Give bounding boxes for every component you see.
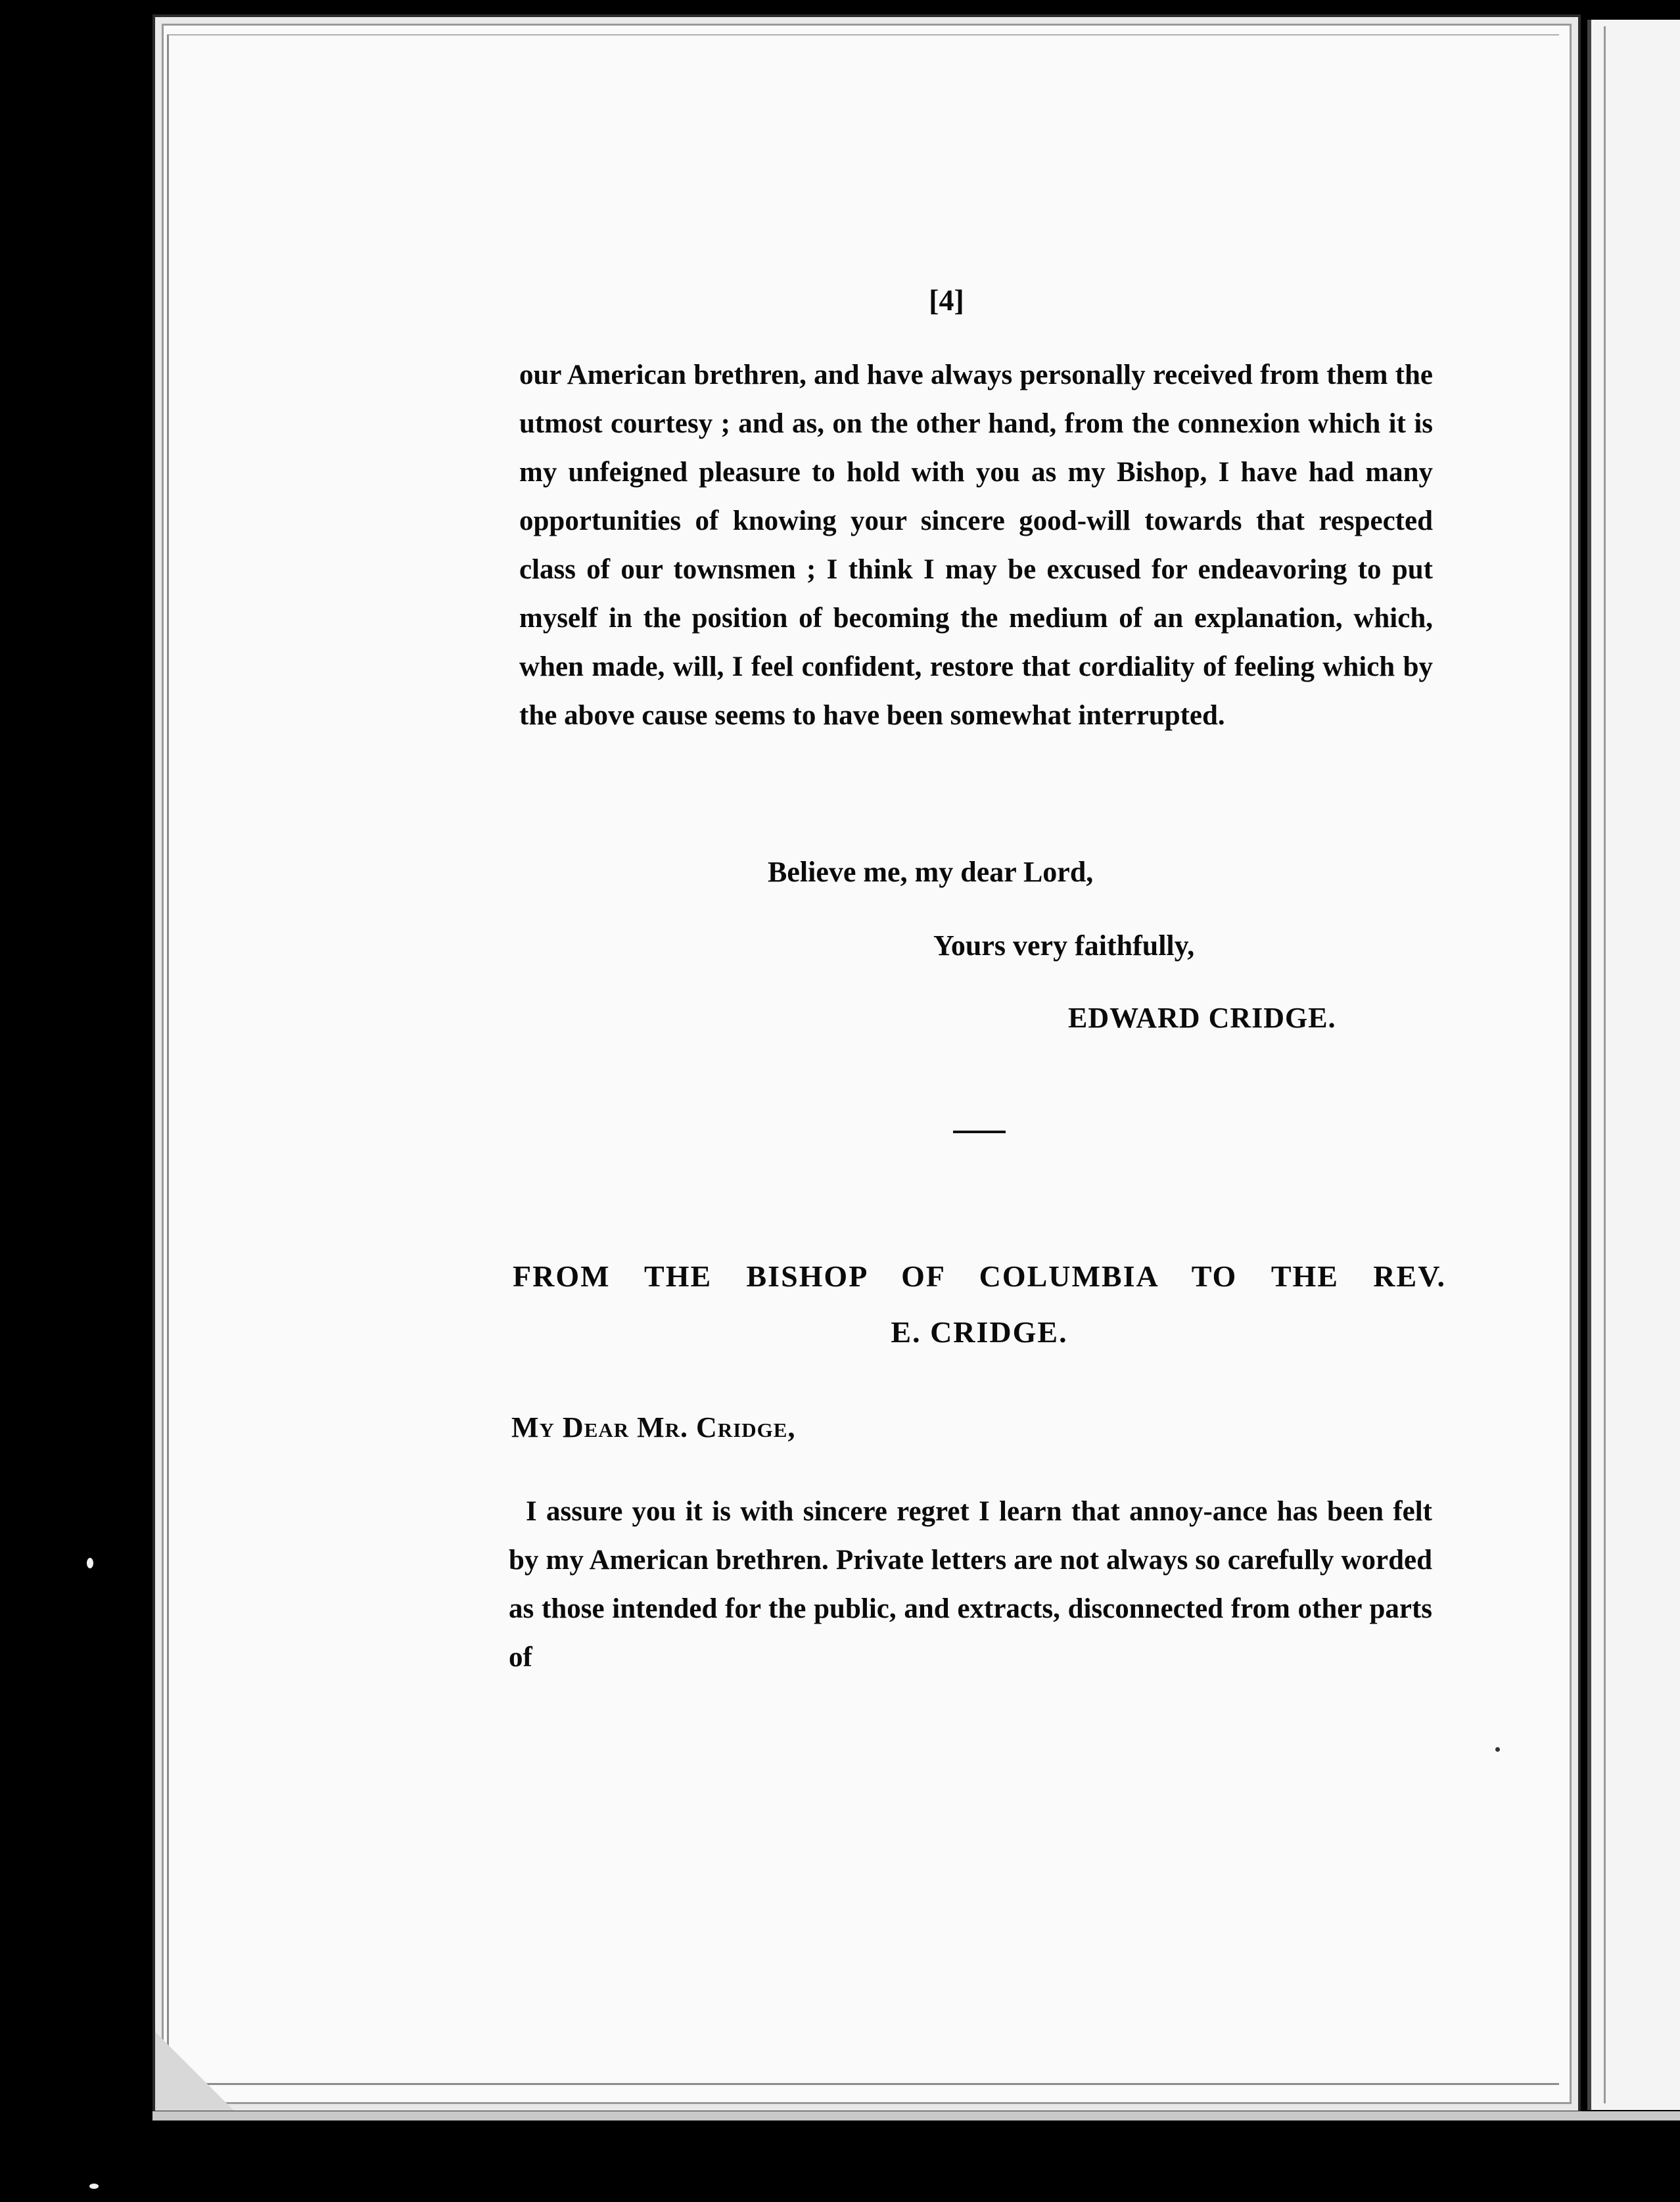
section-divider bbox=[953, 1131, 1006, 1133]
letter-one-body: our American brethren, and have always personally received from them the utmost courtesy ; and as, on the other hand, from the connexion which it is my unfeigned pleasure to hold with you as my Bishop, I have had many opportunities of knowing your sincere good-will towards that respected class of our townsmen ; I think I may be excused for endeavoring to put myself in the position of becoming the medium of an explanation, which, when made, will, I feel confident, restore that cordiality of feeling which by the above cause seems to have been somewhat interrupted. bbox=[519, 360, 1433, 731]
letter-two-heading-recipient: E. CRIDGE. bbox=[891, 1315, 1068, 1349]
document-page bbox=[152, 14, 1581, 2113]
page-fold-corner bbox=[155, 2032, 234, 2111]
letter-one-valediction: Yours very faithfully, bbox=[933, 929, 1195, 962]
page-bottom-edge bbox=[152, 2111, 1680, 2120]
letter-two-body: I assure you it is with sincere regret I learn that annoy-ance has been felt by my American brethren. Private letters are not always so carefully worded as those intended for the public, and extracts, disconnected from other parts of bbox=[509, 1496, 1432, 1673]
facing-page-border bbox=[1604, 26, 1606, 2103]
letter-one-signature: EDWARD CRIDGE. bbox=[1068, 1002, 1336, 1034]
letter-two-heading: FROM THE BISHOP OF COLUMBIA TO THE REV. bbox=[513, 1259, 1446, 1293]
letter-two-salutation: My Dear Mr. Cridge, bbox=[511, 1411, 796, 1443]
facing-page-edge bbox=[1587, 20, 1680, 2110]
page-number: [4] bbox=[929, 283, 964, 317]
scan-speck bbox=[87, 1558, 93, 1568]
scan-speck bbox=[1495, 1747, 1500, 1752]
letter-one-closing: Believe me, my dear Lord, bbox=[768, 856, 1094, 888]
scan-speck bbox=[89, 2184, 99, 2189]
page-inner-border bbox=[167, 34, 1559, 2085]
